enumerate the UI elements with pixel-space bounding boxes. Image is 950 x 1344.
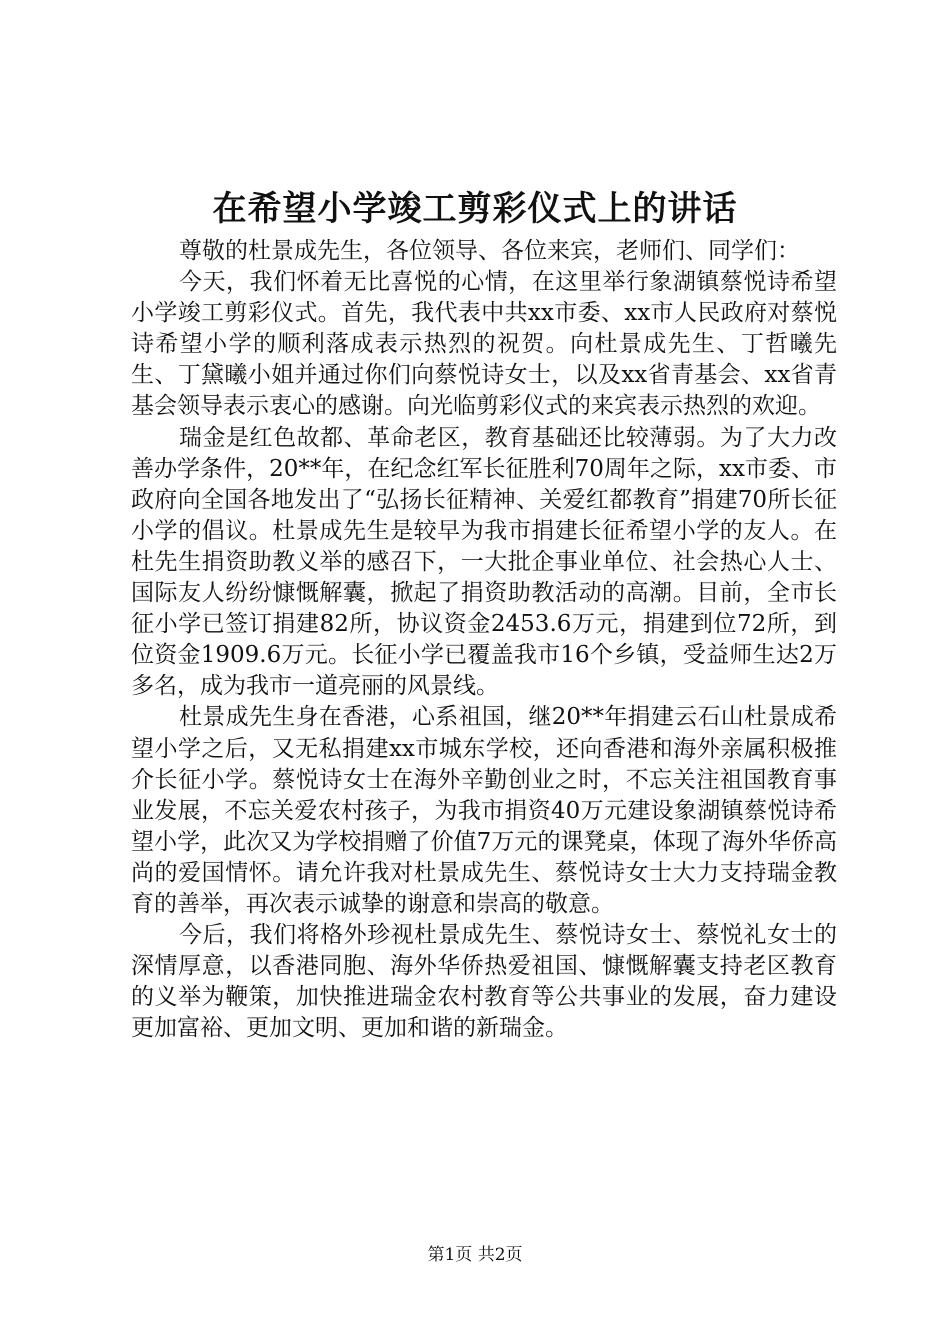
page-number-footer: 第1页 共2页 <box>427 1245 523 1265</box>
salutation: 尊敬的杜景成先生，各位领导、各位来宾，老师们、同学们： <box>179 238 800 264</box>
paragraph-1: 今天，我们怀着无比喜悦的心情，在这里举行象湖镇蔡悦诗希望小学竣工剪彩仪式。首先，我代表中共xx市委、xx市人民政府对蔡悦诗希望小学的顺利落成表示热烈的祝贺。向杜景成先生、丁哲曦先生、丁黛曦小姐并通过你们向蔡悦诗女士，以及xx省青基会、xx省青基会领导表示衷心的感谢。向光临剪彩仪式的来宾表示热烈的欢迎。 <box>131 269 837 420</box>
document-title: 在希望小学竣工剪彩仪式上的讲话 <box>212 189 738 229</box>
paragraph-2: 瑞金是红色故都、革命老区，教育基础还比较薄弱。为了大力改善办学条件，20**年，在纪念红军长征胜利70周年之际，xx市委、市政府向全国各地发出了“弘扬长征精神、关爱红都教育”捐建70所长征小学的倡议。杜景成先生是较早为我市捐建长征希望小学的友人。在杜先生捐资助教义举的感召下，一大批企事业单位、社会热心人士、国际友人纷纷慷慨解囊，掀起了捐资助教活动的高潮。目前，全市长征小学已签订捐建82所，协议资金2453.6万元，捐建到位72所，到位资金1909.6万元。长征小学已覆盖我市16个乡镇，受益师生达2万多名，成为我市一道亮丽的风景线。 <box>131 424 837 700</box>
paragraph-4: 今后，我们将格外珍视杜景成先生、蔡悦诗女士、蔡悦礼女士的深情厚意，以香港同胞、海外华侨热爱祖国、慷慨解囊支持老区教育的义举为鞭策，加快推进瑞金农村教育等公共事业的发展，奋力建设更加富裕、更加文明、更加和谐的新瑞金。 <box>131 922 837 1042</box>
paragraph-3: 杜景成先生身在香港，心系祖国，继20**年捐建云石山杜景成希望小学之后，又无私捐建xx市城东学校，还向香港和海外亲属积极推介长征小学。蔡悦诗女士在海外辛勤创业之时，不忘关注祖国教育事业发展，不忘关爱农村孩子，为我市捐资40万元建设象湖镇蔡悦诗希望小学，此次又为学校捐赠了价值7万元的课凳桌，体现了海外华侨高尚的爱国情怀。请允许我对杜景成先生、蔡悦诗女士大力支持瑞金教育的善举，再次表示诚挚的谢意和崇高的敬意。 <box>131 704 837 917</box>
document-body <box>131 236 837 1044</box>
